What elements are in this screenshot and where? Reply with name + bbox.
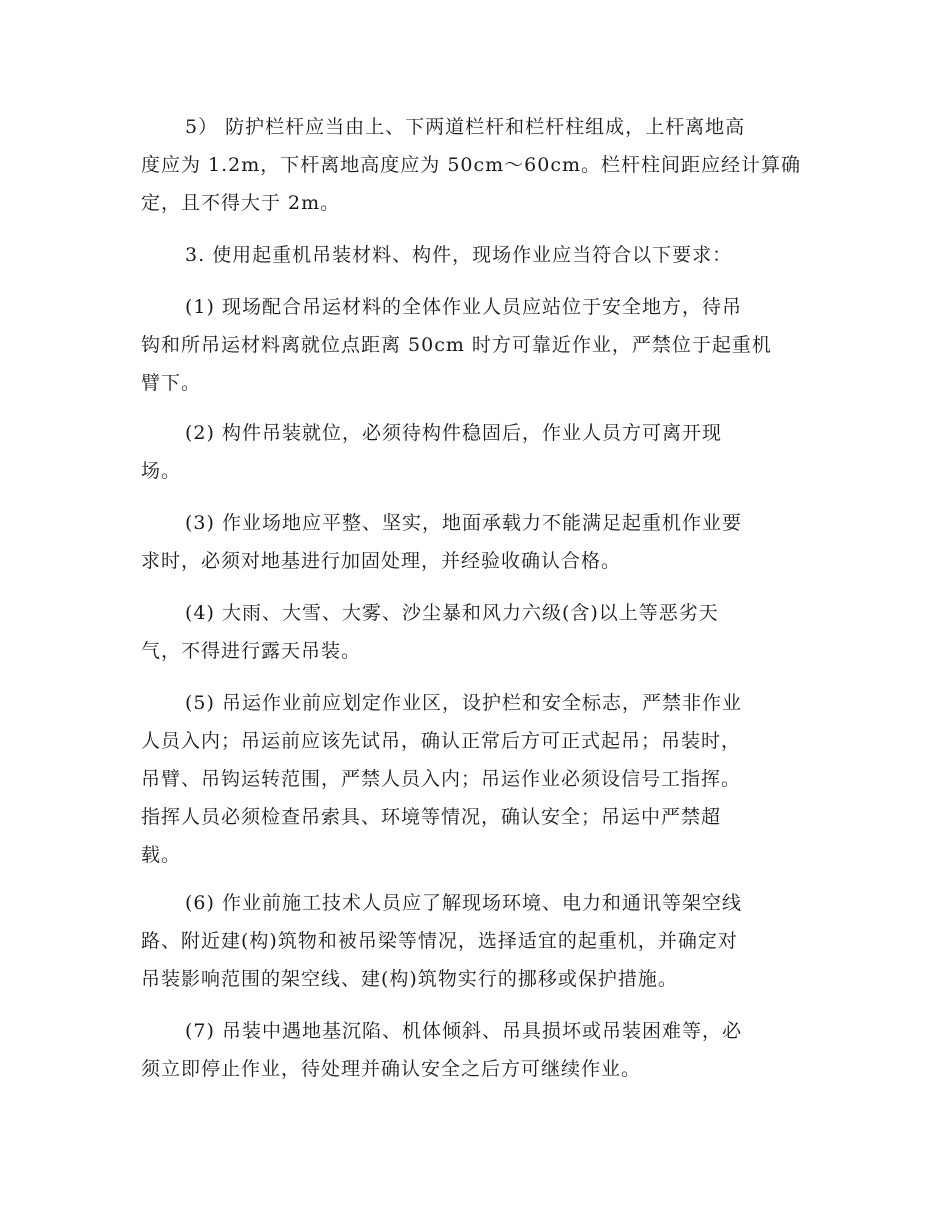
text-line: (2) 构件吊装就位，必须待构件稳固后，作业人员方可离开现	[185, 422, 722, 444]
text-line: (7) 吊装中遇地基沉陷、机体倾斜、吊具损坏或吊装困难等，必	[185, 1020, 742, 1042]
text-line: 定，且不得大于 2m。	[141, 192, 341, 214]
text-line: 吊臂、吊钩运转范围，严禁人员入内；吊运作业必须设信号工指挥。	[141, 768, 742, 790]
paragraph-item-5	[141, 684, 811, 874]
text-line: 指挥人员必须检查吊索具、环境等情况，确认安全；吊运中严禁超	[141, 806, 722, 828]
text-line: (4) 大雨、大雪、大雾、沙尘暴和风力六级(含)以上等恶劣天	[185, 602, 719, 624]
text-line: (6) 作业前施工技术人员应了解现场环境、电力和通讯等架空线	[185, 892, 742, 914]
text-line: (1) 现场配合吊运材料的全体作业人员应站位于安全地方，待吊	[185, 296, 742, 318]
section-heading-crane-lifting	[141, 236, 811, 274]
text-line: 载。	[141, 844, 182, 866]
text-line: 钩和所吊运材料离就位点距离 50cm 时方可靠近作业，严禁位于起重机	[141, 334, 772, 356]
text-line: 路、附近建(构)筑物和被吊梁等情况，选择适宜的起重机，并确定对	[141, 930, 738, 952]
text-line: 臂下。	[141, 372, 202, 394]
text-line: 吊装影响范围的架空线、建(构)筑物实行的挪移或保护措施。	[141, 968, 678, 990]
text-line: 5） 防护栏杆应当由上、下两道栏杆和栏杆柱组成，上杆离地高	[185, 116, 746, 138]
text-line: 场。	[141, 460, 182, 482]
paragraph-item-6	[141, 884, 811, 998]
text-line: (3) 作业场地应平整、坚实，地面承载力不能满足起重机作业要	[185, 512, 742, 534]
paragraph-item-3	[141, 504, 811, 580]
paragraph-guardrail-requirements	[141, 108, 811, 222]
paragraph-item-2	[141, 414, 811, 490]
paragraph-item-1	[141, 288, 811, 402]
text-line: 度应为 1.2m，下杆离地高度应为 50cm～60cm。栏杆柱间距应经计算确	[141, 154, 801, 176]
text-line: (5) 吊运作业前应划定作业区，设护栏和安全标志，严禁非作业	[185, 692, 742, 714]
text-line: 3. 使用起重机吊装材料、构件，现场作业应当符合以下要求：	[185, 244, 733, 266]
text-line: 人员入内；吊运前应该先试吊，确认正常后方可正式起吊；吊装时，	[141, 730, 742, 752]
text-line: 求时，必须对地基进行加固处理，并经验收确认合格。	[141, 550, 622, 572]
text-line: 须立即停止作业，待处理并确认安全之后方可继续作业。	[141, 1058, 642, 1080]
text-line: 气，不得进行露天吊装。	[141, 640, 362, 662]
paragraph-item-4	[141, 594, 811, 670]
paragraph-item-7	[141, 1012, 811, 1088]
